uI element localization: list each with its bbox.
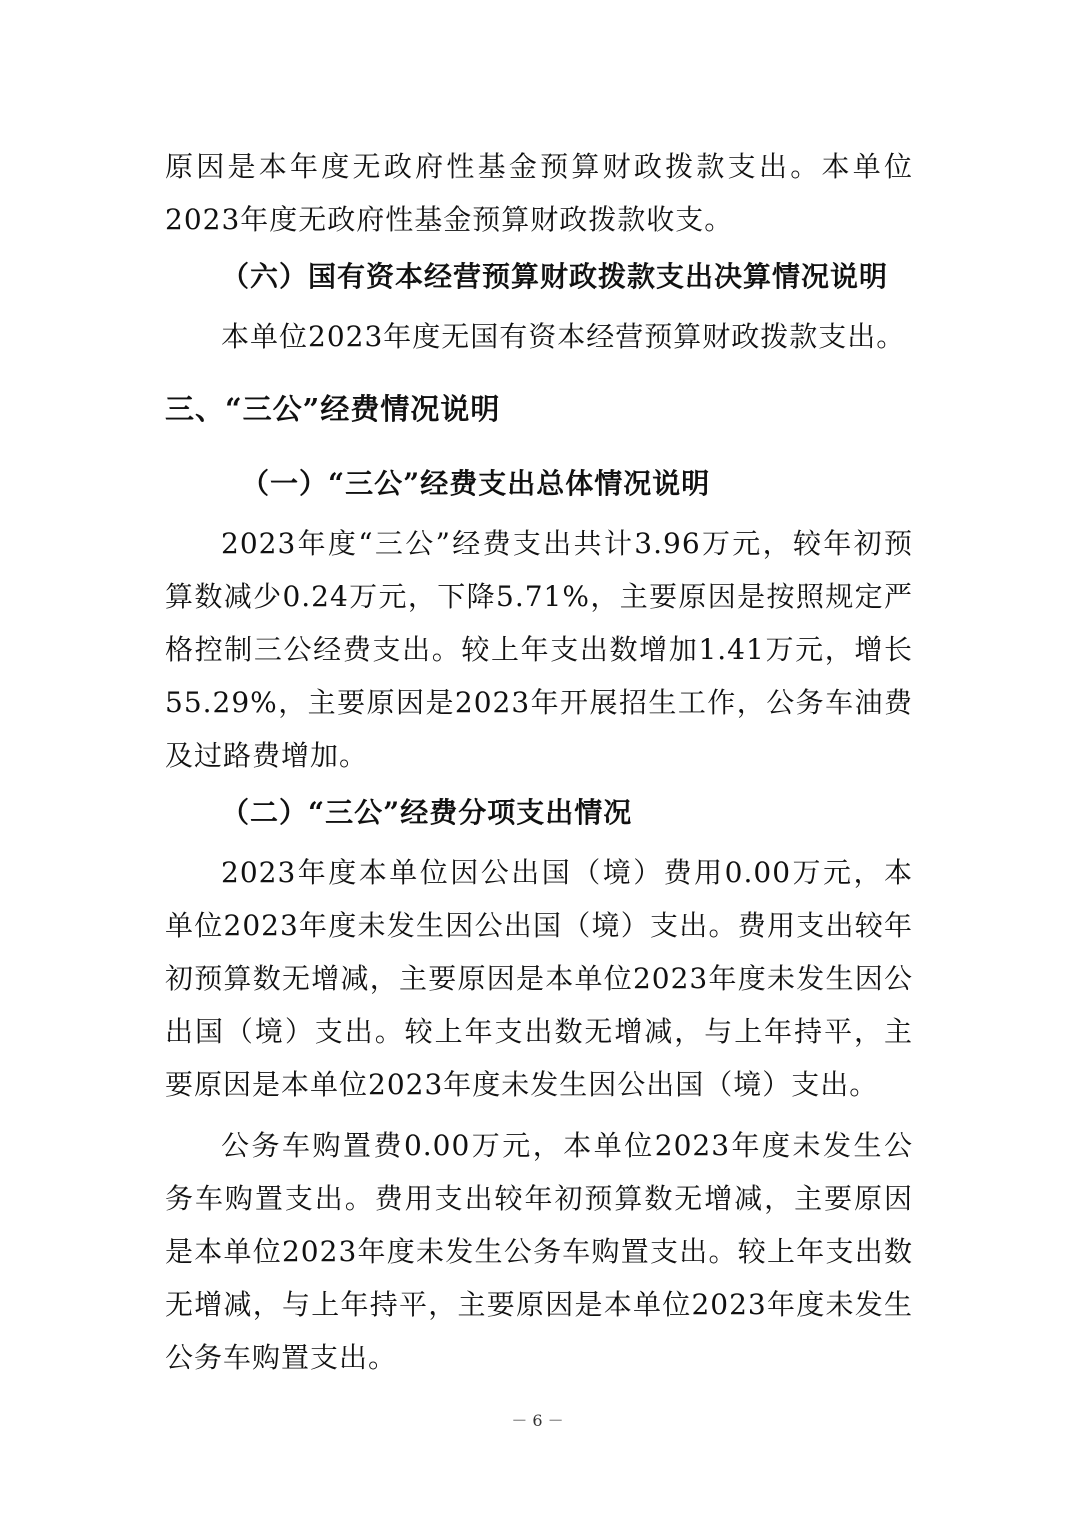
page-number: － 6 － xyxy=(511,1411,564,1430)
paragraph-section-six: 本单位2023年度无国有资本经营预算财政拨款支出。 xyxy=(221,320,906,353)
heading-three-public-expenses: 三、“三公”经费情况说明 xyxy=(165,392,501,426)
heading-section-six: （六）国有资本经营预算财政拨款支出决算情况说明 xyxy=(221,260,889,293)
heading-subsection-two: （二）“三公”经费分项支出情况 xyxy=(221,796,633,829)
paragraph-continued: 原因是本年度无政府性基金预算财政拨款支出。本单位2023年度无政府性基金预算财政拨款收支。 xyxy=(165,150,913,236)
heading-subsection-one: （一）“三公”经费支出总体情况说明 xyxy=(241,467,711,500)
paragraph-subsection-one: 2023年度“三公”经费支出共计3.96万元，较年初预算数减少0.24万元，下降5.71%，主要原因是按照规定严格控制三公经费支出。较上年支出数增加1.41万元，增长55.29%，主要原因是2023年开展招生工作，公务车油费及过路费增加。 xyxy=(165,527,913,772)
paragraph-overseas-expenses: 2023年度本单位因公出国（境）费用0.00万元，本单位2023年度未发生因公出国（境）支出。费用支出较年初预算数无增减，主要原因是本单位2023年度未发生因公出国（境）支出。较上年支出数无增减，与上年持平，主要原因是本单位2023年度未发生因公出国（境）支出。 xyxy=(165,856,913,1101)
paragraph-vehicle-purchase: 公务车购置费0.00万元，本单位2023年度未发生公务车购置支出。费用支出较年初预算数无增减，主要原因是本单位2023年度未发生公务车购置支出。较上年支出数无增减，与上年持平，主要原因是本单位2023年度未发生公务车购置支出。 xyxy=(165,1129,913,1374)
document-body xyxy=(165,140,913,1384)
